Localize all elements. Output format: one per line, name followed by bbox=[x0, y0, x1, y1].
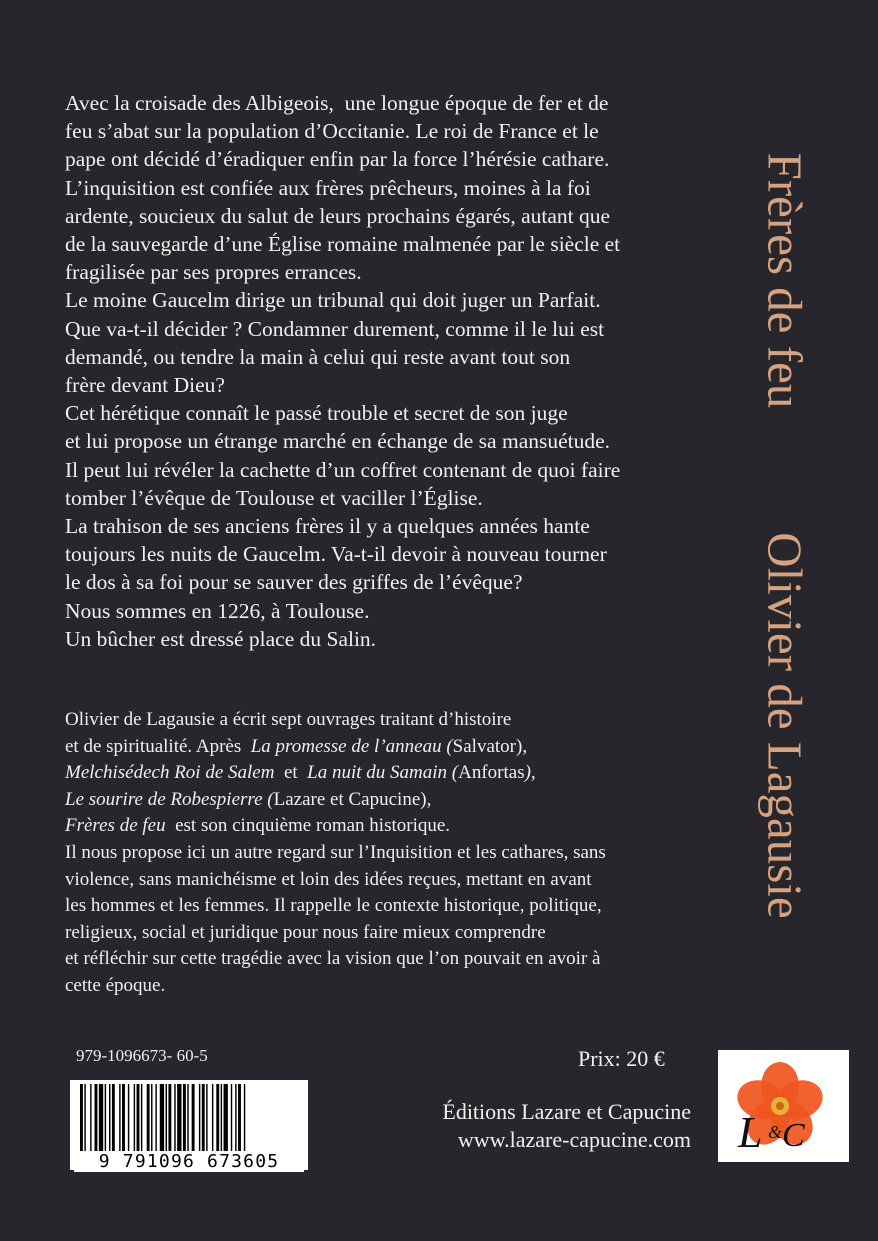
publisher-logo bbox=[718, 1050, 849, 1162]
barcode-digits: 9 791096 673605 bbox=[74, 1151, 304, 1172]
bio-line: et réfléchir sur cette tragédie avec la vision que l’on pouvait en avoir à bbox=[65, 948, 601, 970]
bio-line: Olivier de Lagausie a écrit sept ouvrages traitant d’histoire bbox=[65, 709, 512, 730]
book-title: Le sourire de Robespierre ( bbox=[65, 788, 274, 810]
logo-letter-l: L bbox=[738, 1108, 763, 1157]
bio-line: violence, sans manichéisme et loin des idées reçues, mettant en avant bbox=[65, 868, 592, 890]
synopsis-line: Il peut lui révéler la cachette d’un coffret contenant de quoi faire bbox=[65, 457, 621, 482]
synopsis-line: Nous sommes en 1226, à Toulouse. bbox=[65, 598, 370, 623]
bio-line: les hommes et les femmes. Il rappelle le contexte historique, politique, bbox=[65, 895, 602, 917]
synopsis-line: tomber l’évêque de Toulouse et vaciller l’Église. bbox=[65, 485, 483, 510]
book-title: La nuit du Samain ( bbox=[307, 762, 459, 784]
book-title: Melchisédech Roi de Salem bbox=[65, 762, 275, 784]
synopsis-line: pape ont décidé d’éradiquer enfin par la force l’hérésie cathare. bbox=[65, 147, 610, 172]
synopsis-line: fragilisée par ses propres errances. bbox=[65, 260, 362, 285]
vertical-author: Olivier de Lagausie bbox=[757, 531, 813, 919]
book-title: Frères de feu bbox=[65, 815, 166, 837]
synopsis-line: L’inquisition est confiée aux frères prêcheurs, moines à la foi bbox=[65, 175, 591, 200]
barcode bbox=[70, 1080, 308, 1170]
bio-line: Le sourire de Robespierre (Lazare et Capucine), bbox=[65, 788, 432, 810]
bio-line: Il nous propose ici un autre regard sur l’Inquisition et les cathares, sans bbox=[65, 841, 606, 863]
bio-line: Frères de feu est son cinquième roman historique. bbox=[65, 815, 451, 837]
bio-line: et de spiritualité. Après La promesse de l’anneau (Salvator), bbox=[65, 735, 528, 757]
synopsis-line: feu s’abat sur la population d’Occitanie. Le roi de France et le bbox=[65, 119, 599, 144]
synopsis-line: le dos à sa foi pour se sauver des griffes de l’évêque? bbox=[65, 570, 523, 595]
synopsis-line: Avec la croisade des Albigeois, une longue époque de fer et de bbox=[65, 91, 609, 115]
logo-ampersand: & bbox=[768, 1122, 783, 1142]
synopsis-line: Cet hérétique connaît le passé trouble et secret de son juge bbox=[65, 401, 568, 426]
price: Prix: 20 € bbox=[578, 1046, 665, 1071]
spine-text bbox=[750, 120, 820, 960]
bio-line: cette époque. bbox=[65, 974, 166, 996]
vertical-title: Frères de feu bbox=[757, 152, 813, 408]
synopsis-line: La trahison de ses anciens frères il y a quelques années hante bbox=[65, 514, 590, 539]
publisher-name: Éditions Lazare et Capucine bbox=[442, 1099, 691, 1124]
barcode-bars bbox=[74, 1084, 304, 1154]
author-bio bbox=[65, 707, 735, 1000]
synopsis-line: Que va-t-il décider ? Condamner durement, comme il le lui est bbox=[65, 316, 605, 341]
book-title: La promesse de l’anneau ( bbox=[250, 735, 453, 757]
flower-icon bbox=[718, 1050, 849, 1162]
isbn: 979-1096673- 60-5 bbox=[76, 1046, 208, 1065]
synopsis-line: Un bûcher est dressé place du Salin. bbox=[65, 626, 377, 651]
synopsis-line: Le moine Gaucelm dirige un tribunal qui doit juger un Parfait. bbox=[65, 288, 601, 313]
publisher bbox=[442, 1098, 691, 1154]
synopsis-line: ardente, soucieux du salut de leurs prochains égarés, autant que bbox=[65, 203, 611, 228]
synopsis-line: frère devant Dieu? bbox=[65, 373, 225, 398]
synopsis-line: de la sauvegarde d’une Église romaine malmenée par le siècle et bbox=[65, 232, 621, 257]
synopsis-line: toujours les nuits de Gaucelm. Va-t-il devoir à nouveau tourner bbox=[65, 542, 607, 567]
synopsis bbox=[65, 89, 735, 653]
synopsis-line: et lui propose un étrange marché en échange de sa mansuétude. bbox=[65, 429, 611, 454]
bio-line: Melchisédech Roi de Salem et La nuit du Samain (Anfortas), bbox=[65, 762, 536, 784]
bio-line: religieux, social et juridique pour nous faire mieux comprendre bbox=[65, 921, 546, 943]
logo-letter-c: C bbox=[782, 1117, 805, 1154]
synopsis-line: demandé, ou tendre la main à celui qui reste avant tout son bbox=[65, 344, 571, 369]
publisher-url[interactable]: www.lazare-capucine.com bbox=[457, 1127, 691, 1152]
